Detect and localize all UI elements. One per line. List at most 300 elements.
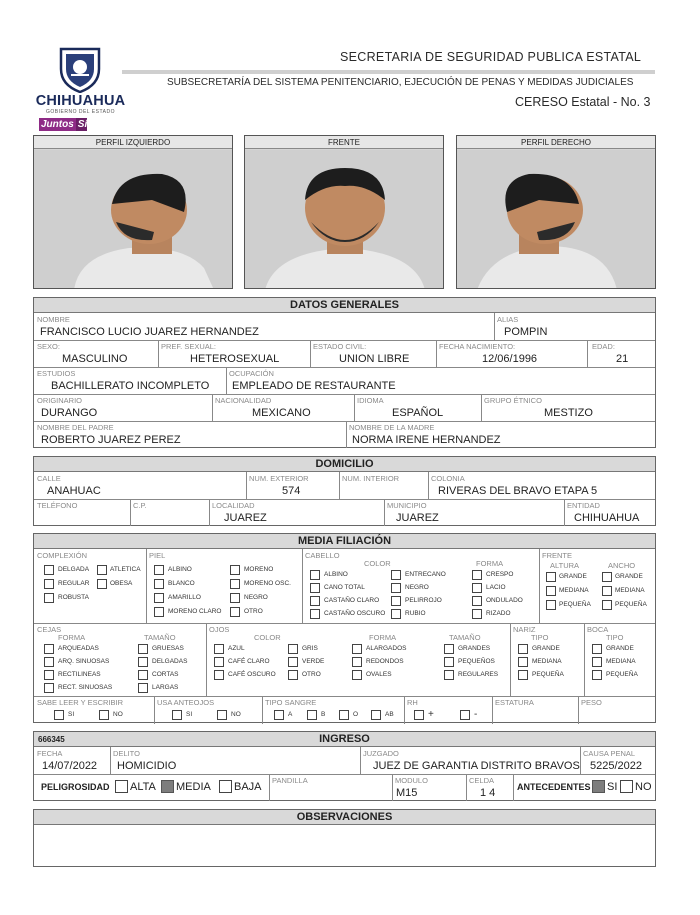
cabello-negro-checkbox[interactable] bbox=[391, 583, 401, 593]
observaciones-field[interactable] bbox=[34, 826, 655, 866]
delito-label: DELITO bbox=[113, 749, 140, 758]
ojos-regulares-checkbox[interactable] bbox=[444, 670, 454, 680]
option-label: CORTAS bbox=[152, 671, 179, 678]
section-title: DATOS GENERALES bbox=[34, 298, 655, 313]
col-divider bbox=[384, 499, 385, 526]
modulo-label: MODULO bbox=[395, 776, 428, 785]
photo-label: PERFIL DERECHO bbox=[457, 136, 655, 149]
option-label: MORENO bbox=[244, 566, 274, 573]
int-label: NUM. INTERIOR bbox=[342, 474, 400, 483]
piel-otro-checkbox[interactable] bbox=[230, 607, 240, 617]
option-label: NO bbox=[113, 711, 123, 718]
complexion-obesa-checkbox[interactable] bbox=[97, 579, 107, 589]
nariz-pequena-checkbox[interactable] bbox=[518, 670, 528, 680]
observaciones-section bbox=[33, 809, 656, 867]
rh-negative-checkbox[interactable] bbox=[460, 710, 470, 720]
cejas-cortas-checkbox[interactable] bbox=[138, 670, 148, 680]
option-label: GRANDE bbox=[532, 645, 560, 652]
option-label: MEDIANA bbox=[615, 587, 645, 594]
cejas-label: CEJAS bbox=[37, 625, 62, 634]
col-divider bbox=[130, 499, 131, 526]
cejas-arqueadas-checkbox[interactable] bbox=[44, 644, 54, 654]
col-divider bbox=[110, 747, 111, 774]
antecedentes-si-checkbox[interactable] bbox=[592, 780, 605, 793]
col-divider bbox=[492, 696, 493, 724]
logo-state-name: CHIHUAHUA bbox=[35, 93, 126, 109]
option-label: PELIRROJO bbox=[405, 597, 442, 604]
ojos-otro-checkbox[interactable] bbox=[288, 670, 298, 680]
option-label: ONDULADO bbox=[486, 597, 523, 604]
col-divider bbox=[146, 549, 147, 623]
cabello-lacio-checkbox[interactable] bbox=[472, 583, 482, 593]
delito-value: HOMICIDIO bbox=[117, 760, 177, 772]
cabello-cano-total-checkbox[interactable] bbox=[310, 583, 320, 593]
col-divider bbox=[587, 340, 588, 367]
cejas-rect-sinuosas-checkbox[interactable] bbox=[44, 683, 54, 693]
option-label: RECTILINEAS bbox=[58, 671, 101, 678]
option-label: ENTRECANO bbox=[405, 571, 446, 578]
col-divider bbox=[354, 394, 355, 421]
ojos-tamano-label: TAMAÑO bbox=[449, 633, 481, 642]
col-divider bbox=[578, 696, 579, 724]
localidad-value: JUAREZ bbox=[224, 512, 267, 524]
civil-label: ESTADO CIVIL: bbox=[313, 342, 367, 351]
ext-value: 574 bbox=[282, 485, 301, 497]
boca-pequena-checkbox[interactable] bbox=[592, 670, 602, 680]
logo-slogan bbox=[39, 116, 128, 133]
domicilio-section bbox=[33, 456, 656, 526]
causa-label: CAUSA PENAL bbox=[583, 749, 636, 758]
person-silhouette-icon bbox=[34, 150, 233, 289]
col-divider bbox=[154, 696, 155, 724]
ojos-label: OJOS bbox=[209, 625, 230, 634]
juzgado-value: JUEZ DE GARANTIA DISTRITO BRAVOS bbox=[373, 760, 580, 772]
municipio-value: JUAREZ bbox=[396, 512, 439, 524]
option-label: NO bbox=[231, 711, 241, 718]
col-divider bbox=[360, 747, 361, 774]
col-divider bbox=[269, 774, 270, 801]
piel-moreno-claro-checkbox[interactable] bbox=[154, 607, 164, 617]
option-label: CANO TOTAL bbox=[324, 584, 365, 591]
leer-si-checkbox[interactable] bbox=[54, 710, 64, 720]
juzgado-label: JUZGADO bbox=[363, 749, 399, 758]
originario-value: DURANGO bbox=[41, 407, 98, 419]
frente-altura-mediana-checkbox[interactable] bbox=[546, 586, 556, 596]
madre-label: NOMBRE DE LA MADRE bbox=[349, 423, 435, 432]
alias-label: ALIAS bbox=[497, 315, 519, 324]
option-label: GRANDE bbox=[615, 573, 643, 580]
option-label: LACIO bbox=[486, 584, 506, 591]
sangre-b-checkbox[interactable] bbox=[307, 710, 317, 720]
media-filiacion-section bbox=[33, 533, 656, 723]
ojos-azul-checkbox[interactable] bbox=[214, 644, 224, 654]
calle-label: CALLE bbox=[37, 474, 61, 483]
frente-ancho-label: ANCHO bbox=[608, 561, 636, 570]
option-label: LARGAS bbox=[152, 684, 179, 691]
photo-left-profile bbox=[33, 135, 233, 289]
sangre-label: TIPO SANGRE bbox=[265, 698, 317, 707]
ojos-cafe-claro-checkbox[interactable] bbox=[214, 657, 224, 667]
option-label: RIZADO bbox=[486, 610, 511, 617]
edad-label: EDAD: bbox=[592, 342, 615, 351]
nariz-grande-checkbox[interactable] bbox=[518, 644, 528, 654]
frente-ancho-mediana-checkbox[interactable] bbox=[602, 586, 612, 596]
option-label: CAFÉ OSCURO bbox=[228, 671, 276, 678]
option-label: ALBINO bbox=[324, 571, 348, 578]
logo-gov-text: GOBIERNO DEL ESTADO bbox=[46, 109, 115, 115]
cabello-label: CABELLO bbox=[305, 551, 340, 560]
photo-front bbox=[244, 135, 444, 289]
piel-moreno-checkbox[interactable] bbox=[230, 565, 240, 575]
etnico-label: GRUPO ÉTNICO bbox=[484, 396, 542, 405]
option-label: MEDIANA bbox=[606, 658, 636, 665]
frente-altura-pequena-checkbox[interactable] bbox=[546, 600, 556, 610]
boca-grande-checkbox[interactable] bbox=[592, 644, 602, 654]
pref-label: PREF. SEXUAL: bbox=[161, 342, 217, 351]
peso-label: PESO bbox=[581, 698, 602, 707]
cejas-tamano-label: TAMAÑO bbox=[144, 633, 176, 642]
piel-label: PIEL bbox=[149, 551, 166, 560]
piel-albino-checkbox[interactable] bbox=[154, 565, 164, 575]
civil-value: UNION LIBRE bbox=[339, 353, 410, 365]
option-label: ROBUSTA bbox=[58, 594, 89, 601]
option-label: PEQUEÑA bbox=[559, 601, 591, 608]
alias-value: POMPIN bbox=[504, 326, 548, 338]
option-label: SI bbox=[68, 711, 75, 718]
ingreso-section bbox=[33, 731, 656, 801]
option-label: ATLETICA bbox=[110, 566, 141, 573]
option-label: + bbox=[428, 709, 434, 720]
option-label: REGULAR bbox=[58, 580, 90, 587]
cejas-rectilineas-checkbox[interactable] bbox=[44, 670, 54, 680]
option-label: BLANCO bbox=[168, 580, 195, 587]
idioma-label: IDIOMA bbox=[357, 396, 384, 405]
option-label: OBESA bbox=[110, 580, 133, 587]
peligrosidad-media-checkbox[interactable] bbox=[161, 780, 174, 793]
option-label: REGULARES bbox=[458, 671, 499, 678]
ojos-pequenos-checkbox[interactable] bbox=[444, 657, 454, 667]
peligrosidad-media-label: MEDIA bbox=[176, 781, 211, 793]
page-title: SECRETARIA DE SEGURIDAD PUBLICA ESTATAL bbox=[340, 50, 642, 64]
pandilla-label: PANDILLA bbox=[272, 776, 308, 785]
photo-label: FRENTE bbox=[245, 136, 443, 149]
option-label: CASTAÑO CLARO bbox=[324, 597, 380, 604]
option-label: A bbox=[288, 711, 293, 718]
option-label: CRESPO bbox=[486, 571, 514, 578]
entidad-value: CHIHUAHUA bbox=[574, 512, 640, 524]
antecedentes-label: ANTECEDENTES bbox=[517, 782, 591, 792]
fecha-value: 14/07/2022 bbox=[42, 760, 98, 772]
row-divider bbox=[34, 394, 655, 395]
frente-ancho-pequena-checkbox[interactable] bbox=[602, 600, 612, 610]
slogan-part-a: Juntos bbox=[41, 119, 74, 130]
option-label: OTRO bbox=[302, 671, 321, 678]
col-divider bbox=[510, 623, 511, 696]
complexion-robusta-checkbox[interactable] bbox=[44, 593, 54, 603]
cejas-gruesas-checkbox[interactable] bbox=[138, 644, 148, 654]
ojos-color-label: COLOR bbox=[254, 633, 281, 642]
peligrosidad-baja-checkbox[interactable] bbox=[219, 780, 232, 793]
photo-label: PERFIL IZQUIERDO bbox=[34, 136, 232, 149]
facility-name: CERESO Estatal - No. 3 bbox=[515, 95, 651, 109]
col-divider bbox=[584, 623, 585, 696]
localidad-label: LOCALIDAD bbox=[212, 501, 255, 510]
anteojos-si-checkbox[interactable] bbox=[172, 710, 182, 720]
col-divider bbox=[246, 472, 247, 499]
col-divider bbox=[392, 774, 393, 801]
sexo-label: SEXO: bbox=[37, 342, 60, 351]
nombre-value: FRANCISCO LUCIO JUAREZ HERNANDEZ bbox=[40, 326, 259, 338]
cabello-rizado-checkbox[interactable] bbox=[472, 609, 482, 619]
sangre-ab-checkbox[interactable] bbox=[371, 710, 381, 720]
padre-label: NOMBRE DEL PADRE bbox=[37, 423, 114, 432]
option-label: PEQUEÑA bbox=[606, 671, 638, 678]
option-label: GRANDE bbox=[559, 573, 587, 580]
shield-icon bbox=[57, 45, 103, 93]
row-divider bbox=[34, 623, 655, 624]
folio-number: 666345 bbox=[38, 735, 65, 744]
option-label: GRANDE bbox=[606, 645, 634, 652]
col-divider bbox=[158, 340, 159, 367]
col-divider bbox=[346, 421, 347, 448]
col-divider bbox=[539, 549, 540, 623]
row-divider bbox=[34, 367, 655, 368]
col-divider bbox=[436, 340, 437, 367]
anteojos-label: USA ANTEOJOS bbox=[157, 698, 215, 707]
option-label: AB bbox=[385, 711, 394, 718]
row-divider bbox=[34, 499, 655, 500]
sangre-o-checkbox[interactable] bbox=[339, 710, 349, 720]
peligrosidad-label: PELIGROSIDAD bbox=[41, 782, 110, 792]
nacimiento-label: FECHA NACIMIENTO: bbox=[439, 342, 516, 351]
col-divider bbox=[428, 472, 429, 499]
ojos-cafe-oscuro-checkbox[interactable] bbox=[214, 670, 224, 680]
col-divider bbox=[212, 394, 213, 421]
nariz-tipo-label: TIPO bbox=[531, 633, 549, 642]
page-subtitle: SUBSECRETARÍA DEL SISTEMA PENITENCIARIO, EJECUCIÓN DE PENAS Y MEDIDAS JUDICIALES bbox=[167, 77, 634, 88]
frente-altura-label: ALTURA bbox=[550, 561, 580, 570]
option-label: RECT. SINUOSAS bbox=[58, 684, 113, 691]
col-divider bbox=[339, 472, 340, 499]
ext-label: NUM. EXTERIOR bbox=[249, 474, 309, 483]
option-label: CAFÉ CLARO bbox=[228, 658, 270, 665]
option-label: GRIS bbox=[302, 645, 318, 652]
ojos-gris-checkbox[interactable] bbox=[288, 644, 298, 654]
col-divider bbox=[404, 696, 405, 724]
originario-label: ORIGINARIO bbox=[37, 396, 83, 405]
option-label: PEQUEÑA bbox=[532, 671, 564, 678]
row-divider bbox=[34, 421, 655, 422]
leer-no-checkbox[interactable] bbox=[99, 710, 109, 720]
option-label: CASTAÑO OSCURO bbox=[324, 610, 386, 617]
modulo-value: M15 bbox=[396, 787, 418, 799]
nacimiento-value: 12/06/1996 bbox=[482, 353, 538, 365]
option-label: MORENO CLARO bbox=[168, 608, 222, 615]
nacionalidad-label: NACIONALIDAD bbox=[215, 396, 272, 405]
col-divider bbox=[310, 340, 311, 367]
frente-label: FRENTE bbox=[542, 551, 572, 560]
ojos-alargados-checkbox[interactable] bbox=[352, 644, 362, 654]
piel-negro-checkbox[interactable] bbox=[230, 593, 240, 603]
option-label: RUBIO bbox=[405, 610, 426, 617]
etnico-value: MESTIZO bbox=[544, 407, 593, 419]
cp-label: C.P. bbox=[133, 501, 147, 510]
frente-altura-grande-checkbox[interactable] bbox=[546, 572, 556, 582]
complexion-delgada-checkbox[interactable] bbox=[44, 565, 54, 575]
estatura-label: ESTATURA bbox=[495, 698, 534, 707]
cabello-castano-oscuro-checkbox[interactable] bbox=[310, 609, 320, 619]
section-title: MEDIA FILIACIÓN bbox=[34, 534, 655, 549]
ocupacion-label: OCUPACIÓN bbox=[229, 369, 274, 378]
option-label: ALARGADOS bbox=[366, 645, 407, 652]
option-label: GRUESAS bbox=[152, 645, 184, 652]
state-logo bbox=[33, 45, 128, 133]
option-label: O bbox=[353, 711, 359, 718]
col-divider bbox=[206, 623, 207, 696]
edad-value: 21 bbox=[616, 353, 629, 365]
section-title: OBSERVACIONES bbox=[34, 810, 655, 825]
option-label: NEGRO bbox=[244, 594, 268, 601]
peligrosidad-baja-label: BAJA bbox=[234, 781, 262, 793]
sexo-value: MASCULINO bbox=[62, 353, 128, 365]
option-label: B bbox=[321, 711, 326, 718]
option-label: DELGADAS bbox=[152, 658, 188, 665]
option-label: MEDIANA bbox=[532, 658, 562, 665]
piel-moreno-osc-checkbox[interactable] bbox=[230, 579, 240, 589]
ojos-verde-checkbox[interactable] bbox=[288, 657, 298, 667]
option-label: REDONDOS bbox=[366, 658, 404, 665]
celda-value: 1 4 bbox=[480, 787, 496, 799]
col-divider bbox=[564, 499, 565, 526]
option-label: ARQUEADAS bbox=[58, 645, 99, 652]
colonia-label: COLONIA bbox=[431, 474, 465, 483]
ocupacion-value: EMPLEADO DE RESTAURANTE bbox=[232, 380, 396, 392]
complexion-atletica-checkbox[interactable] bbox=[97, 565, 107, 575]
idioma-value: ESPAÑOL bbox=[392, 407, 444, 419]
slogan-part-b: Sí bbox=[39, 118, 87, 148]
antecedentes-no-label: NO bbox=[635, 781, 652, 793]
cabello-albino-checkbox[interactable] bbox=[310, 570, 320, 580]
option-label: NEGRO bbox=[405, 584, 429, 591]
peligrosidad-alta-label: ALTA bbox=[130, 781, 156, 793]
title-divider bbox=[122, 70, 655, 74]
antecedentes-no-checkbox[interactable] bbox=[620, 780, 633, 793]
ojos-grandes-checkbox[interactable] bbox=[444, 644, 454, 654]
cabello-forma-label: FORMA bbox=[476, 559, 504, 568]
datos-generales-section bbox=[33, 297, 656, 448]
col-divider bbox=[494, 313, 495, 340]
causa-value: 5225/2022 bbox=[590, 760, 642, 772]
option-label: OVALES bbox=[366, 671, 392, 678]
nariz-label: NARIZ bbox=[513, 625, 536, 634]
photo-right-profile bbox=[456, 135, 656, 289]
col-divider bbox=[226, 367, 227, 394]
person-silhouette-icon bbox=[457, 150, 656, 289]
anteojos-no-checkbox[interactable] bbox=[217, 710, 227, 720]
cabello-ondulado-checkbox[interactable] bbox=[472, 596, 482, 606]
col-divider bbox=[262, 696, 263, 724]
cabello-rubio-checkbox[interactable] bbox=[391, 609, 401, 619]
cejas-delgadas-checkbox[interactable] bbox=[138, 657, 148, 667]
rh-label: RH bbox=[407, 698, 418, 707]
boca-mediana-checkbox[interactable] bbox=[592, 657, 602, 667]
cabello-pelirrojo-checkbox[interactable] bbox=[391, 596, 401, 606]
cejas-largas-checkbox[interactable] bbox=[138, 683, 148, 693]
colonia-value: RIVERAS DEL BRAVO ETAPA 5 bbox=[438, 485, 598, 497]
antecedentes-si-label: SI bbox=[607, 781, 618, 793]
option-label: MORENO OSC. bbox=[244, 580, 291, 587]
piel-blanco-checkbox[interactable] bbox=[154, 579, 164, 589]
nariz-mediana-checkbox[interactable] bbox=[518, 657, 528, 667]
col-divider bbox=[302, 549, 303, 623]
cabello-crespo-checkbox[interactable] bbox=[472, 570, 482, 580]
ojos-forma-label: FORMA bbox=[369, 633, 397, 642]
col-divider bbox=[481, 394, 482, 421]
pref-value: HETEROSEXUAL bbox=[190, 353, 280, 365]
cabello-castano-claro-checkbox[interactable] bbox=[310, 596, 320, 606]
boca-label: BOCA bbox=[587, 625, 609, 634]
peligrosidad-alta-checkbox[interactable] bbox=[115, 780, 128, 793]
option-label: PEQUEÑOS bbox=[458, 658, 495, 665]
estudios-value: BACHILLERATO INCOMPLETO bbox=[51, 380, 210, 392]
frente-ancho-grande-checkbox[interactable] bbox=[602, 572, 612, 582]
person-silhouette-icon bbox=[245, 150, 444, 289]
sangre-a-checkbox[interactable] bbox=[274, 710, 284, 720]
row-divider bbox=[34, 340, 655, 341]
piel-amarillo-checkbox[interactable] bbox=[154, 593, 164, 603]
option-label: PEQUEÑA bbox=[615, 601, 647, 608]
option-label: OTRO bbox=[244, 608, 263, 615]
nacionalidad-value: MEXICANO bbox=[252, 407, 311, 419]
complexion-regular-checkbox[interactable] bbox=[44, 579, 54, 589]
cabello-entrecano-checkbox[interactable] bbox=[391, 570, 401, 580]
padre-value: ROBERTO JUAREZ PEREZ bbox=[41, 434, 181, 446]
ojos-redondos-checkbox[interactable] bbox=[352, 657, 362, 667]
boca-tipo-label: TIPO bbox=[606, 633, 624, 642]
option-label: MEDIANA bbox=[559, 587, 589, 594]
option-label: SI bbox=[186, 711, 193, 718]
option-label: - bbox=[474, 709, 478, 720]
col-divider bbox=[466, 774, 467, 801]
telefono-label: TELÉFONO bbox=[37, 501, 78, 510]
cejas-forma-label: FORMA bbox=[58, 633, 86, 642]
col-divider bbox=[209, 499, 210, 526]
complexion-label: COMPLEXIÓN bbox=[37, 551, 88, 560]
celda-label: CELDA bbox=[469, 776, 495, 785]
rh-positive-checkbox[interactable] bbox=[414, 710, 424, 720]
col-divider bbox=[580, 747, 581, 774]
municipio-label: MUNICIPIO bbox=[387, 501, 427, 510]
ojos-ovales-checkbox[interactable] bbox=[352, 670, 362, 680]
calle-value: ANAHUAC bbox=[47, 485, 101, 497]
row-divider bbox=[34, 696, 655, 697]
option-label: AMARILLO bbox=[168, 594, 201, 601]
madre-value: NORMA IRENE HERNANDEZ bbox=[352, 434, 501, 446]
cejas-arq-sinuosas-checkbox[interactable] bbox=[44, 657, 54, 667]
col-divider bbox=[513, 774, 514, 801]
option-label: VERDE bbox=[302, 658, 325, 665]
fecha-label: FECHA bbox=[37, 749, 63, 758]
nombre-label: NOMBRE bbox=[37, 315, 70, 324]
option-label: DELGADA bbox=[58, 566, 90, 573]
cabello-color-label: COLOR bbox=[364, 559, 391, 568]
entidad-label: ENTIDAD bbox=[567, 501, 600, 510]
section-title: INGRESO bbox=[34, 732, 655, 747]
option-label: GRANDES bbox=[458, 645, 491, 652]
option-label: ARQ. SINUOSAS bbox=[58, 658, 110, 665]
option-label: AZUL bbox=[228, 645, 245, 652]
leer-label: SABE LEER Y ESCRIBIR bbox=[37, 698, 124, 707]
